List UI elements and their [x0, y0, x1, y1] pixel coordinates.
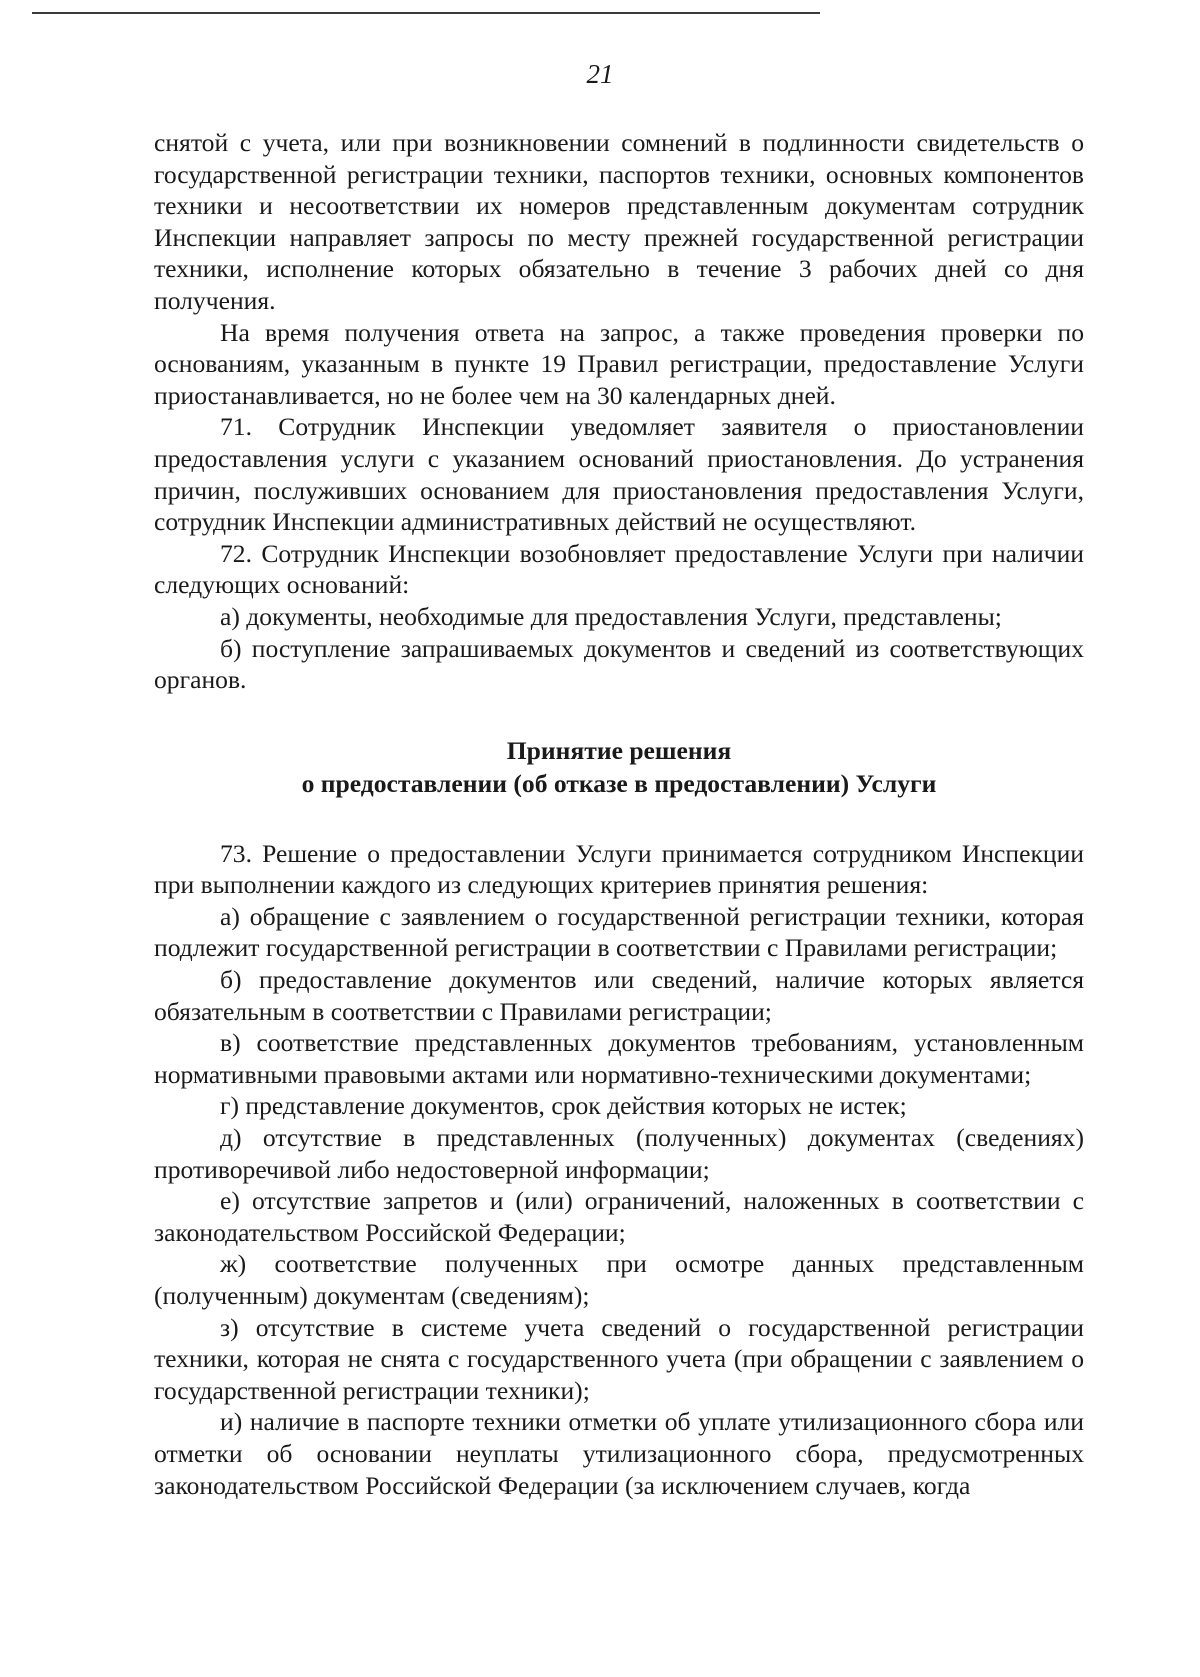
paragraph-item-73-b: б) предоставление документов или сведений, наличие которых является обязательным в соответствии с Правилами регистрации; — [154, 965, 1084, 1026]
paragraph-item-73-zh: ж) соответствие полученных при осмотре данных представленным (полученным) документам (сведениям); — [154, 1249, 1084, 1310]
paragraph-item-73-a: а) обращение с заявлением о государственной регистрации техники, которая подлежит государственной регистрации в соответствии с Правилами регистрации; — [154, 901, 1084, 963]
paragraph-item-73: 73. Решение о предоставлении Услуги принимается сотрудником Инспекции при выполнении каждого из следующих критериев принятия решения: — [154, 838, 1084, 900]
paragraph-item-73-g: г) представление документов, срок действия которых не истек; — [220, 1091, 907, 1121]
section-heading-line-1: Принятие решения — [506, 735, 732, 765]
document-body — [154, 127, 1084, 1501]
page-number: 21 — [586, 59, 614, 89]
paragraph-suspension-period: На время получения ответа на запрос, а также проведения проверки по основаниям, указанным в пункте 19 Правил регистрации, предоставление Услуги приостанавливается, но не более чем на 30 календарных дней. — [154, 317, 1084, 410]
paragraph-item-73-z: з) отсутствие в системе учета сведений о государственной регистрации техники, которая не снята с государственного учета (при обращении с заявлением о государственной регистрации техники); — [154, 1312, 1084, 1405]
paragraph-item-72-b: б) поступление запрашиваемых документов и сведений из соответствующих органов. — [154, 633, 1084, 695]
paragraph-item-73-v: в) соответствие представленных документов требованиям, установленным нормативными правовыми актами или нормативно-техническими документами; — [154, 1028, 1084, 1089]
section-heading-line-2: о предоставлении (об отказе в предоставлении) Услуги — [301, 768, 937, 798]
paragraph-item-73-e: е) отсутствие запретов и (или) ограничений, наложенных в соответствии с законодательством Российской Федерации; — [154, 1186, 1084, 1247]
paragraph-item-73-i: и) наличие в паспорте техники отметки об уплате утилизационного сбора или отметки об основании неуплаты утилизационного сбора, предусмотренных законодательством Российской Федерации (за исключением случаев, когда — [154, 1407, 1084, 1500]
paragraph-item-72-a: а) документы, необходимые для предоставления Услуги, представлены; — [220, 601, 1002, 631]
header-rule — [32, 12, 820, 14]
paragraph-item-73-d: д) отсутствие в представленных (полученных) документах (сведениях) противоречивой либо недостоверной информации; — [154, 1123, 1084, 1184]
paragraph-item-71: 71. Сотрудник Инспекции уведомляет заявителя о приостановлении предоставления услуги с указанием оснований приостановления. До устранения причин, послуживших основанием для приостановления предоставления Услуги, сотрудник Инспекции административных действий не осуществляют. — [154, 412, 1084, 537]
paragraph-continuation: снятой с учета, или при возникновении сомнений в подлинности свидетельств о государственной регистрации техники, паспортов техники, основных компонентов техники и несоответствии их номеров представленным документам сотрудник Инспекции направляет запросы по месту прежней государственной регистрации техники, исполнение которых обязательно в течение 3 рабочих дней со дня получения. — [154, 128, 1084, 315]
paragraph-item-72: 72. Сотрудник Инспекции возобновляет предоставление Услуги при наличии следующих оснований: — [154, 538, 1084, 600]
section-heading — [154, 734, 1084, 800]
